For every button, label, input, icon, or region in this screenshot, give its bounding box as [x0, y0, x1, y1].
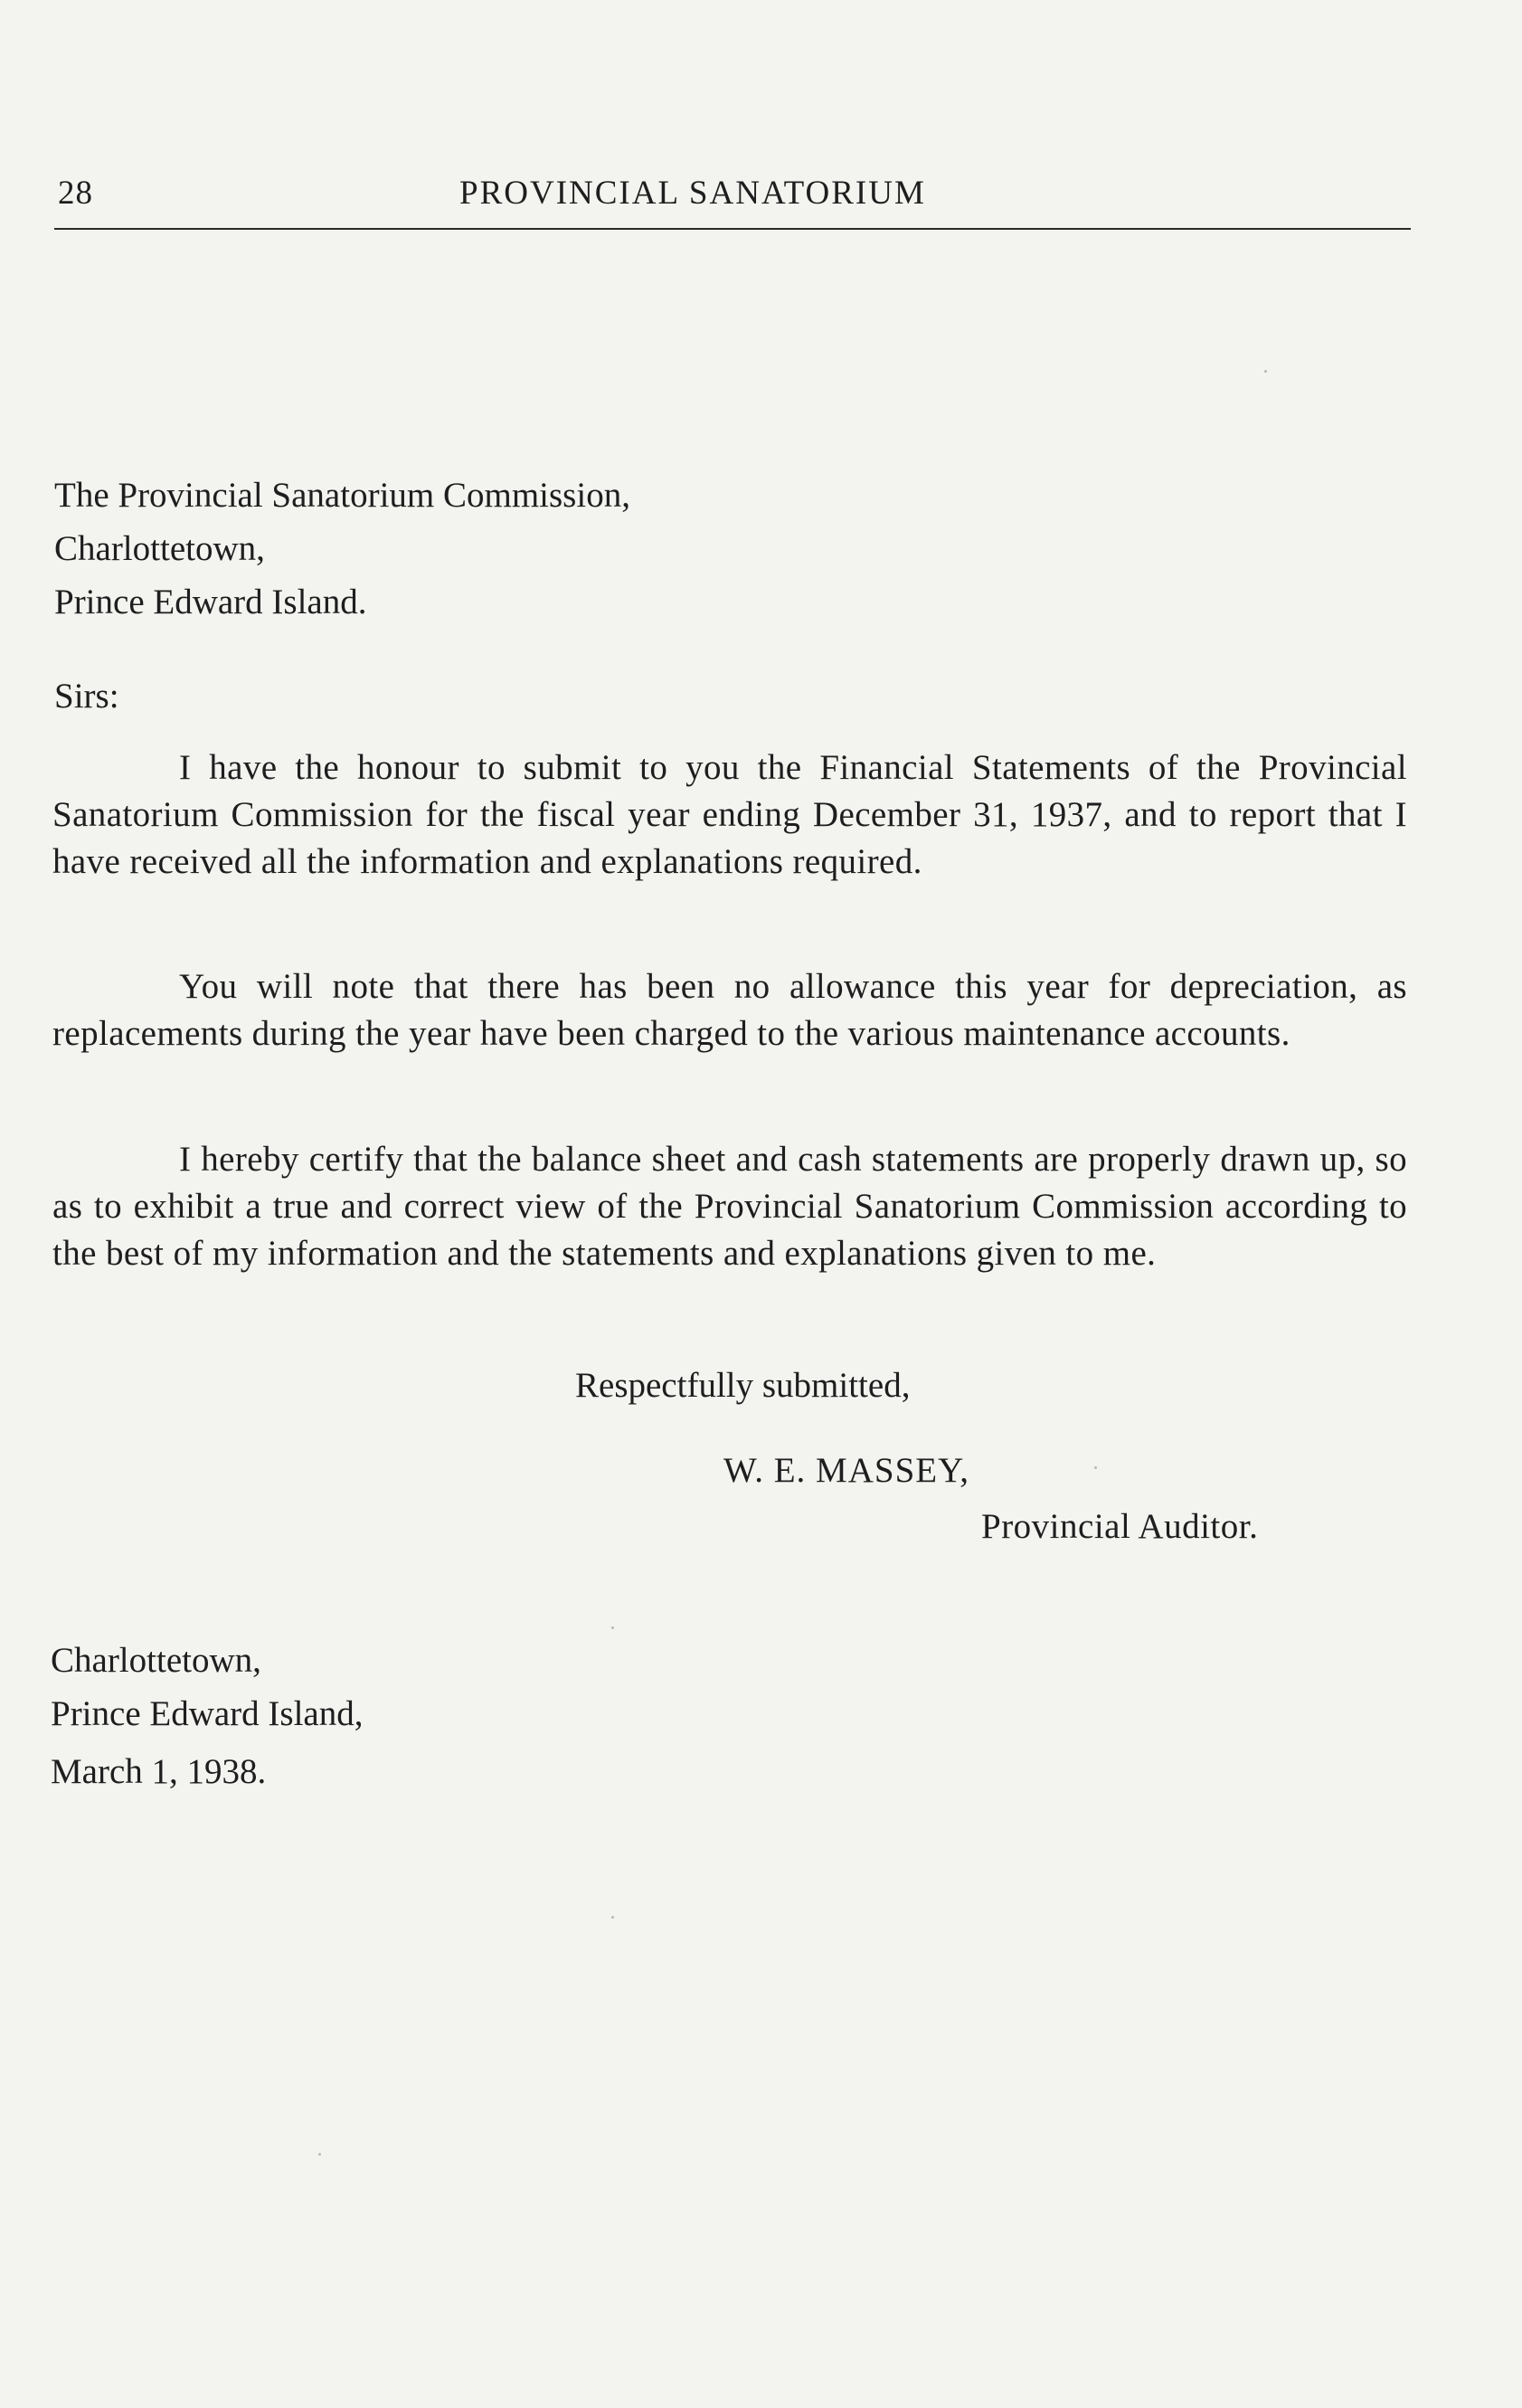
body-paragraph-3: I hereby certify that the balance sheet and cash statements are properly drawn up, so as to exhibit a true and correct view of the Provincial Sanatorium Commission according to the best of my information and the statements and explanations given to me.	[52, 1140, 1407, 1273]
signer-name: W. E. MASSEY,	[723, 1451, 969, 1490]
paper-speck	[1094, 1466, 1097, 1469]
running-header	[54, 174, 1411, 230]
addressee-line-1: The Provincial Sanatorium Commission,	[54, 476, 630, 515]
addressee-line-3: Prince Edward Island.	[54, 583, 367, 621]
body-paragraph-1: I have the honour to submit to you the Financial Statements of the Provincial Sanatorium Commission for the fiscal year ending December 31, 1937, and to report that I have received all the information and explanations required.	[52, 748, 1407, 881]
signer-title: Provincial Auditor.	[981, 1507, 1259, 1546]
place-line-1: Charlottetown,	[51, 1641, 261, 1680]
complimentary-close: Respectfully submitted,	[575, 1366, 911, 1405]
running-title: PROVINCIAL SANATORIUM	[459, 175, 926, 212]
paper-speck	[1264, 370, 1267, 373]
paper-speck	[611, 1916, 614, 1919]
paper-speck	[318, 2153, 321, 2156]
addressee-line-2: Charlottetown,	[54, 529, 265, 568]
place-line-2: Prince Edward Island,	[51, 1694, 364, 1733]
body-paragraph-2: You will note that there has been no allowance this year for depreciation, as replacements during the year have been charged to the various maintenance accounts.	[52, 967, 1407, 1053]
page-number: 28	[58, 175, 93, 212]
paper-speck	[611, 1626, 614, 1629]
salutation: Sirs:	[54, 677, 119, 716]
date-line: March 1, 1938.	[51, 1752, 267, 1791]
